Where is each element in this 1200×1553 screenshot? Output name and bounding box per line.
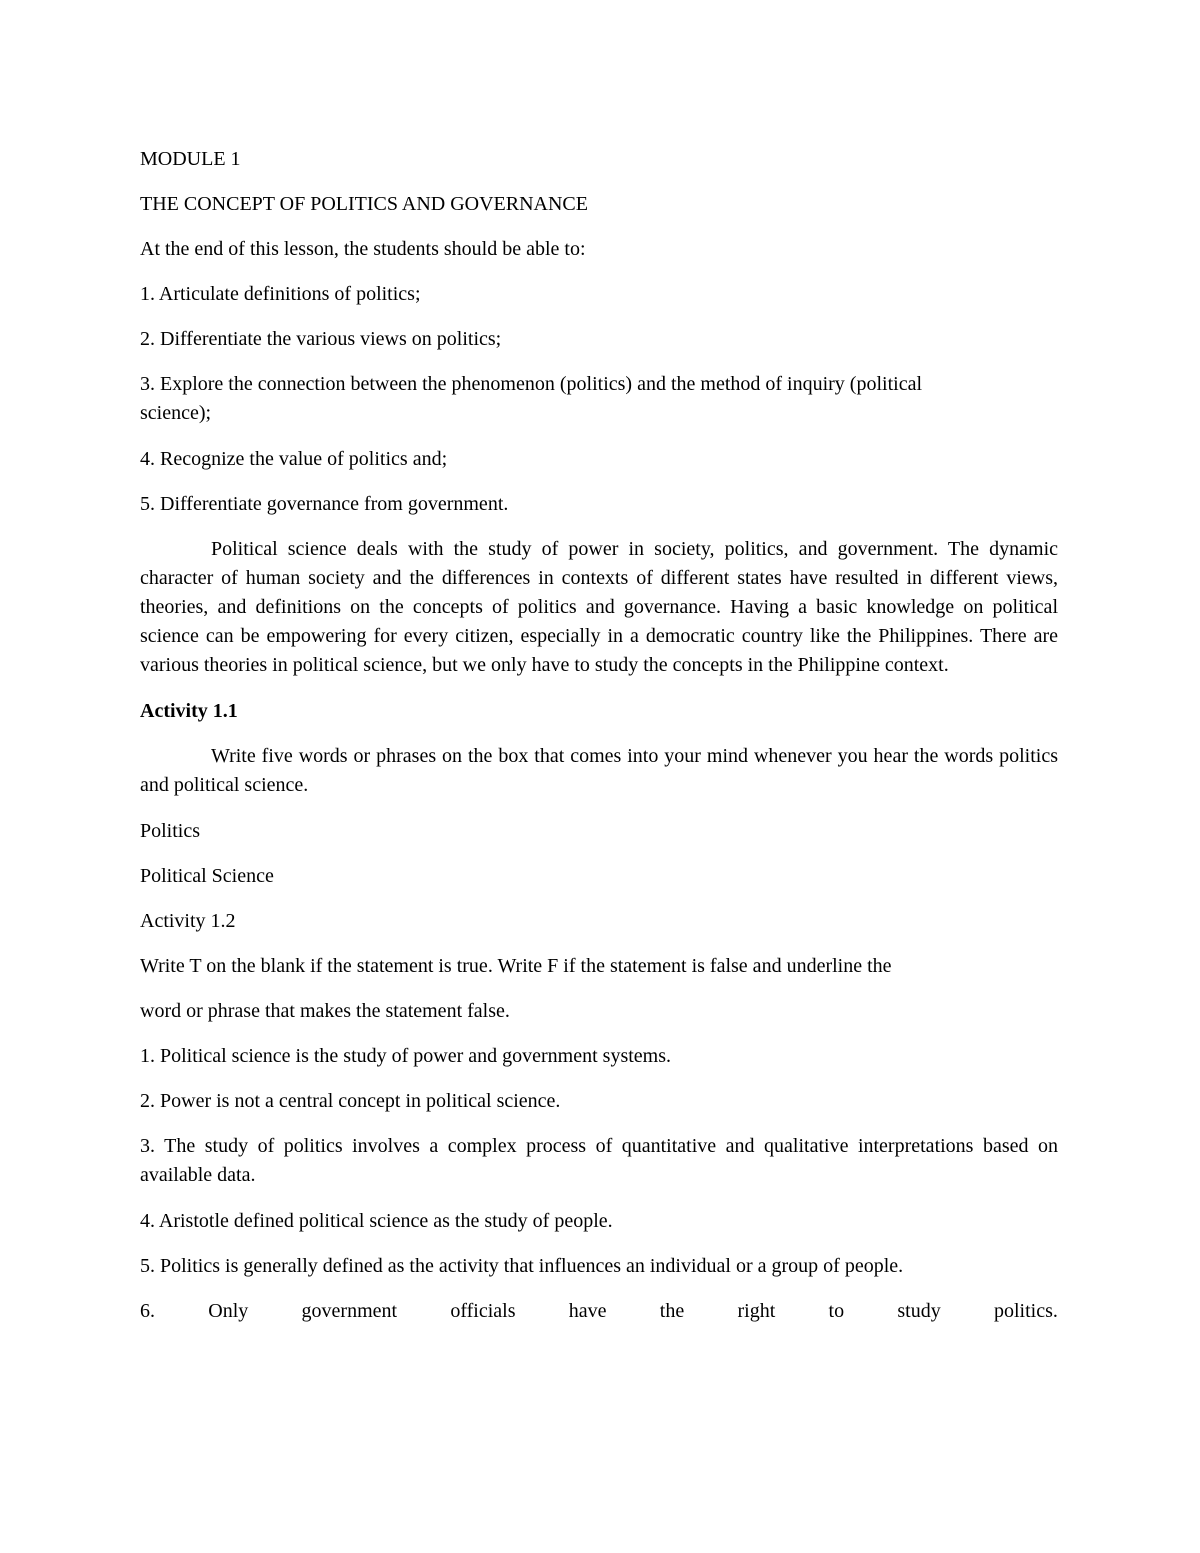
statement-word: Only bbox=[208, 1300, 249, 1322]
activity-1-1-instruction: Write five words or phrases on the box that comes into your mind whenever you hear the words politics and political science. bbox=[140, 745, 1058, 796]
statement-item: 2. Power is not a central concept in political science. bbox=[140, 1090, 561, 1112]
statement-item: 4. Aristotle defined political science as the study of people. bbox=[140, 1210, 613, 1232]
statement-word: politics. bbox=[993, 1300, 1058, 1322]
statement-word: the bbox=[659, 1300, 685, 1322]
intro-paragraph: Political science deals with the study of power in society, politics, and government. The dynamic character of human society and the differences in contexts of different states have resulted in different views, theories, and definitions on the concepts of politics and governance. Having a basic knowledge on political science can be empowering for every citizen, especially in a democratic country like the Philippines. There are various theories in political science, but we only have to study the concepts in the Philippine context. bbox=[140, 538, 1058, 676]
statement-word: government bbox=[301, 1300, 398, 1322]
objective-item: 3. Explore the connection between the phenomenon (politics) and the method of inquiry (political science); bbox=[140, 373, 923, 424]
module-number: MODULE 1 bbox=[140, 148, 241, 170]
statement-item: 1. Political science is the study of power and government systems. bbox=[140, 1045, 672, 1067]
objectives-intro: At the end of this lesson, the students should be able to: bbox=[140, 238, 586, 260]
statement-item-justified bbox=[140, 1297, 1058, 1325]
statement-word: officials bbox=[450, 1300, 516, 1322]
label-politics: Politics bbox=[140, 820, 201, 842]
statement-word: have bbox=[568, 1300, 607, 1322]
label-political-science: Political Science bbox=[140, 865, 274, 887]
document-page bbox=[140, 142, 1058, 1325]
activity-1-1-heading: Activity 1.1 bbox=[140, 700, 238, 722]
statement-word: to bbox=[828, 1300, 845, 1322]
objective-item: 2. Differentiate the various views on politics; bbox=[140, 328, 502, 350]
activity-1-2-heading: Activity 1.2 bbox=[140, 910, 236, 932]
objective-item: 1. Articulate definitions of politics; bbox=[140, 283, 421, 305]
statement-item: 5. Politics is generally defined as the activity that influences an individual or a group of people. bbox=[140, 1255, 904, 1277]
activity-1-2-instruction-line2: word or phrase that makes the statement false. bbox=[140, 1000, 510, 1022]
activity-1-2-instruction-line1: Write T on the blank if the statement is true. Write F if the statement is false and underline the bbox=[140, 955, 892, 977]
statement-word: right bbox=[737, 1300, 776, 1322]
module-title: THE CONCEPT OF POLITICS AND GOVERNANCE bbox=[140, 193, 588, 215]
statement-word: 6. bbox=[140, 1300, 155, 1322]
statement-item: 3. The study of politics involves a complex process of quantitative and qualitative interpretations based on available data. bbox=[140, 1135, 1058, 1186]
objective-item: 5. Differentiate governance from government. bbox=[140, 493, 509, 515]
objective-item: 4. Recognize the value of politics and; bbox=[140, 448, 448, 470]
statement-word: study bbox=[897, 1300, 941, 1322]
